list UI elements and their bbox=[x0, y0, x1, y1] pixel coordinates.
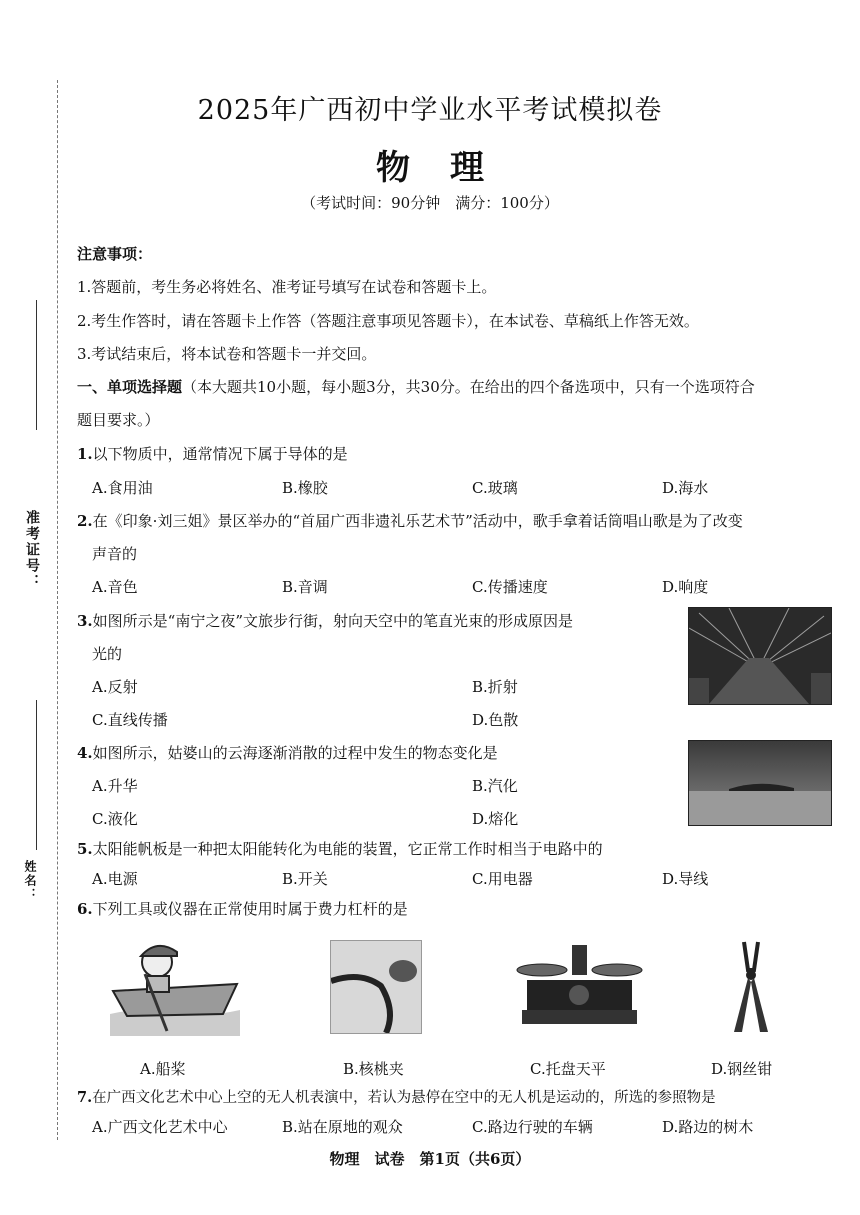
q1-option-c: C.玻璃 bbox=[472, 479, 518, 497]
pliers-photo bbox=[726, 940, 776, 1035]
note-item: 3.考试结束后，将本试卷和答题卡一并交回。 bbox=[77, 345, 377, 363]
q7-option-b: B.站在原地的观众 bbox=[282, 1118, 403, 1136]
night-street-photo bbox=[688, 607, 832, 705]
question-text: 如图所示，姑婆山的云海逐渐消散的过程中发生的物态变化是 bbox=[92, 744, 498, 762]
question-text: 在《印象·刘三姐》景区举办的“首届广西非遗礼乐艺术节”活动中，歌手拿着话筒唱山歌是为了改变 bbox=[92, 512, 743, 530]
q2-option-c: C.传播速度 bbox=[472, 578, 548, 596]
question-number: 2. bbox=[77, 512, 93, 530]
q2-option-a: A.音色 bbox=[92, 578, 138, 596]
q6-option-a: A.船桨 bbox=[140, 1060, 186, 1078]
q7-option-c: C.路边行驶的车辆 bbox=[472, 1118, 593, 1136]
question-2 bbox=[77, 510, 743, 531]
admission-number-label: 准考证号： bbox=[24, 510, 40, 590]
exam-title: 2025年广西初中学业水平考试模拟卷 bbox=[197, 95, 663, 126]
question-number: 6. bbox=[77, 900, 93, 918]
question-4 bbox=[77, 742, 498, 763]
binding-dashed-line bbox=[57, 80, 58, 1140]
q1-option-d: D.海水 bbox=[662, 479, 709, 497]
q6-option-c: C.托盘天平 bbox=[530, 1060, 606, 1078]
q5-option-a: A.电源 bbox=[92, 870, 138, 888]
q4-option-b: B.汽化 bbox=[472, 777, 518, 795]
question-3 bbox=[77, 610, 573, 631]
q7-option-d: D.路边的树木 bbox=[662, 1118, 754, 1136]
question-number: 3. bbox=[77, 612, 93, 630]
section-heading-line bbox=[77, 376, 755, 397]
q6-option-d: D.钢丝钳 bbox=[711, 1060, 773, 1078]
question-text: 以下物质中，通常情况下属于导体的是 bbox=[92, 445, 348, 463]
side-rule-middle bbox=[36, 700, 37, 850]
q4-option-c: C.液化 bbox=[92, 810, 138, 828]
question-5 bbox=[77, 838, 603, 859]
q5-option-c: C.用电器 bbox=[472, 870, 533, 888]
section-description-cont: 题目要求。） bbox=[77, 411, 160, 429]
section-description: （本大题共10小题，每小题3分，共30分。在给出的四个备选项中，只有一个选项符合 bbox=[182, 378, 755, 396]
q5-option-d: D.导线 bbox=[662, 870, 709, 888]
q5-option-b: B.开关 bbox=[282, 870, 328, 888]
q3-option-a: A.反射 bbox=[92, 678, 138, 696]
q7-option-a: A.广西文化艺术中心 bbox=[92, 1118, 228, 1136]
question-number: 7. bbox=[77, 1089, 93, 1106]
page-footer: 物理 试卷 第1页（共6页） bbox=[329, 1150, 531, 1168]
q4-option-d: D.熔化 bbox=[472, 810, 519, 828]
question-number: 5. bbox=[77, 840, 93, 858]
side-rule-top bbox=[36, 300, 37, 430]
q6-option-b: B.核桃夹 bbox=[343, 1060, 404, 1078]
question-number: 4. bbox=[77, 744, 93, 762]
question-1 bbox=[77, 443, 348, 464]
q3-option-b: B.折射 bbox=[472, 678, 518, 696]
q1-option-a: A.食用油 bbox=[92, 479, 153, 497]
subject-title: 物理 bbox=[376, 148, 524, 188]
q2-option-b: B.音调 bbox=[282, 578, 328, 596]
q3-option-d: D.色散 bbox=[472, 711, 519, 729]
q4-option-a: A.升华 bbox=[92, 777, 138, 795]
question-text: 下列工具或仪器在正常使用时属于费力杠杆的是 bbox=[92, 900, 408, 918]
q3-option-c: C.直线传播 bbox=[92, 711, 168, 729]
question-text: 太阳能帆板是一种把太阳能转化为电能的装置，它正常工作时相当于电路中的 bbox=[92, 840, 603, 858]
name-label: 姓名： bbox=[23, 860, 37, 902]
question-3-cont: 光的 bbox=[92, 645, 123, 663]
exam-info: （考试时间：90分钟 满分：100分） bbox=[301, 194, 559, 212]
nutcracker-photo bbox=[330, 940, 422, 1034]
boat-paddle-illustration bbox=[105, 936, 245, 1036]
question-text: 如图所示是“南宁之夜”文旅步行街，射向天空中的笔直光束的形成原因是 bbox=[92, 612, 574, 630]
question-6 bbox=[77, 898, 408, 919]
question-7 bbox=[77, 1086, 716, 1107]
section-heading: 一、单项选择题 bbox=[77, 378, 183, 396]
question-text: 在广西文化艺术中心上空的无人机表演中，若认为悬停在空中的无人机是运动的，所选的参照物是 bbox=[92, 1090, 716, 1106]
cloud-sea-photo bbox=[688, 740, 832, 826]
notes-heading: 注意事项： bbox=[77, 245, 153, 263]
note-item: 2.考生作答时，请在答题卡上作答（答题注意事项见答题卡），在本试卷、草稿纸上作答无效。 bbox=[77, 312, 699, 330]
q1-option-b: B.橡胶 bbox=[282, 479, 328, 497]
balance-scale-photo bbox=[512, 940, 647, 1035]
question-2-cont: 声音的 bbox=[92, 545, 138, 563]
question-number: 1. bbox=[77, 445, 93, 463]
note-item: 1.答题前，考生务必将姓名、准考证号填写在试卷和答题卡上。 bbox=[77, 278, 497, 296]
q2-option-d: D.响度 bbox=[662, 578, 709, 596]
